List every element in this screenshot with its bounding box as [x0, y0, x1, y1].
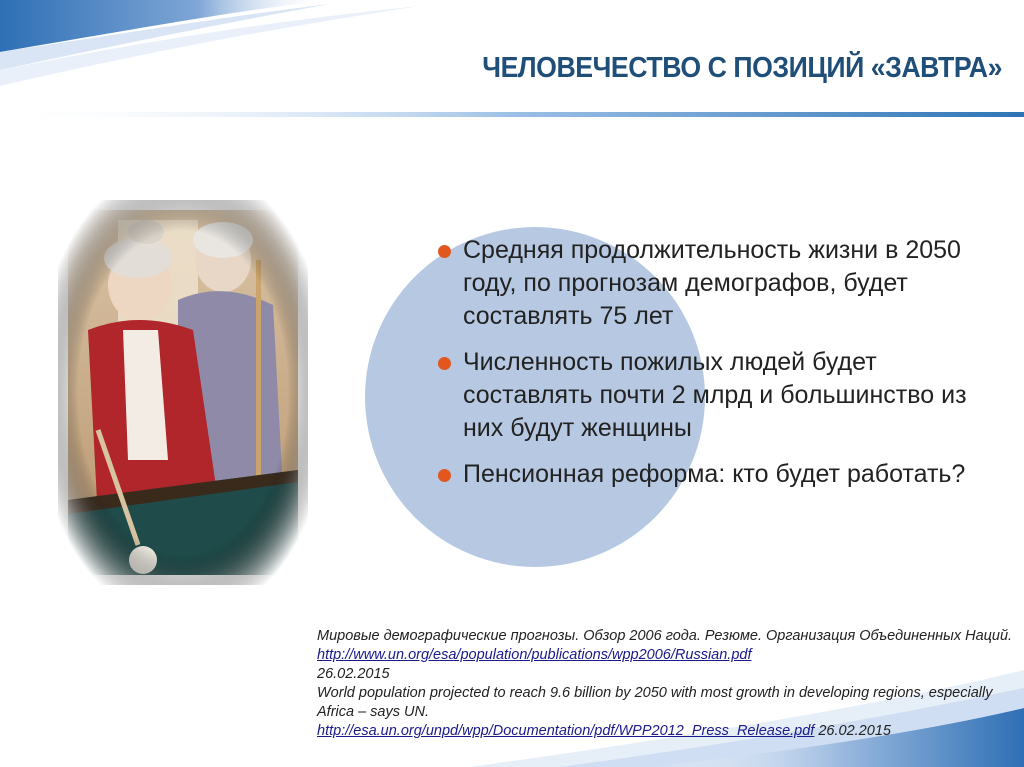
bullet-text: Численность пожилых людей будет составлять почти 2 млрд и большинство из них будут женщины	[463, 348, 967, 442]
reference-2-date: 26.02.2015	[814, 723, 891, 739]
reference-1-date: 26.02.2015	[317, 666, 390, 682]
bullet-item	[438, 234, 983, 333]
bullet-dot-icon	[438, 357, 451, 370]
bullet-text: Средняя продолжительность жизни в 2050 году, по прогнозам демографов, будет составлять 75 лет	[463, 236, 961, 330]
reference-1	[317, 627, 1017, 684]
bullet-list	[438, 234, 983, 504]
bullet-dot-icon	[438, 469, 451, 482]
reference-2-text: World population projected to reach 9.6 billion by 2050 with most growth in developing regions, especially Africa – says UN.	[317, 685, 993, 720]
bullet-text: Пенсионная реформа: кто будет работать?	[463, 460, 966, 488]
bullet-item	[438, 458, 983, 491]
slide-title: ЧЕЛОВЕЧЕСТВО С ПОЗИЦИЙ «ЗАВТРА»	[482, 52, 1002, 84]
bullet-dot-icon	[438, 245, 451, 258]
bullet-item	[438, 346, 983, 445]
references	[317, 627, 1017, 741]
reference-1-link[interactable]: http://www.un.org/esa/population/publications/wpp2006/Russian.pdf	[317, 647, 752, 663]
reference-2-link[interactable]: http://esa.un.org/unpd/wpp/Documentation/pdf/WPP2012_Press_Release.pdf	[317, 723, 815, 739]
reference-2	[317, 684, 1017, 741]
reference-1-text: Мировые демографические прогнозы. Обзор 2006 года. Резюме. Организация Объединенных Наций.	[317, 628, 1013, 644]
elderly-women-billiards-photo	[58, 200, 308, 585]
